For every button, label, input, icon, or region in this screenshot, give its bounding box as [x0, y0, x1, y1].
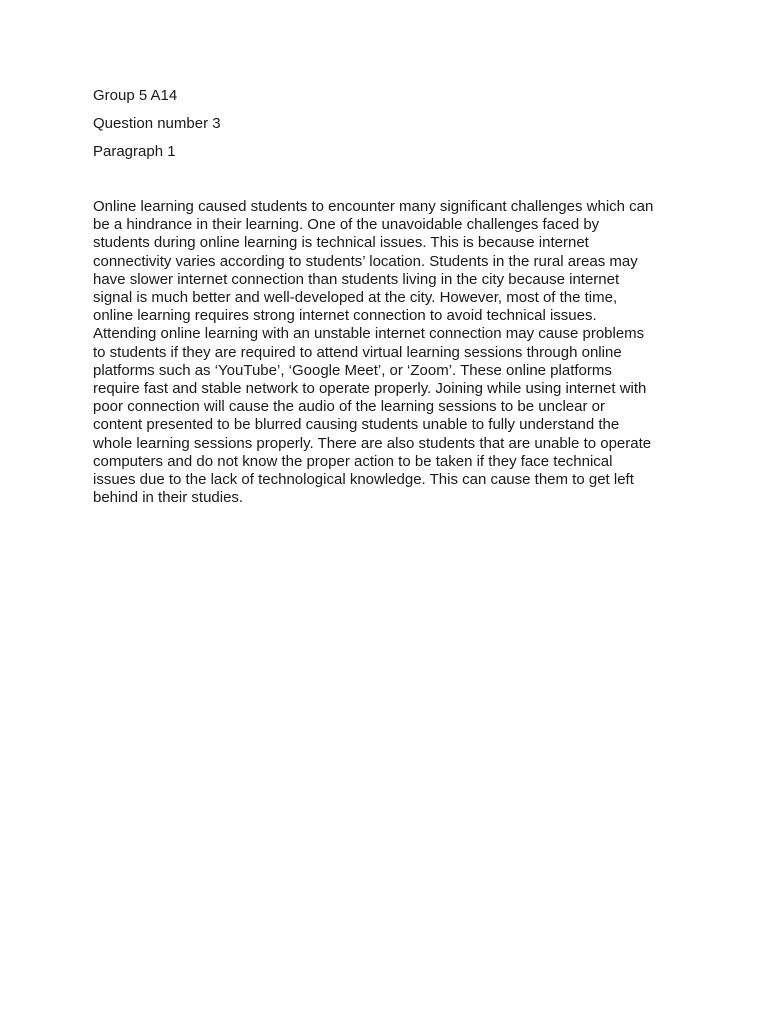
body-line: students during online learning is technical issues. This is because internet — [93, 234, 589, 252]
body-line: whole learning sessions properly. There are also students that are unable to operate — [93, 434, 652, 452]
paragraph-label: Paragraph 1 — [93, 143, 176, 160]
body-line: Attending online learning with an unstable internet connection may cause problems — [93, 325, 645, 343]
body-line: require fast and stable network to operate properly. Joining while using internet with — [93, 380, 647, 398]
body-line: computers and do not know the proper action to be taken if they face technical — [93, 452, 613, 470]
body-line: Online learning caused students to encounter many significant challenges which can — [93, 198, 654, 215]
group-label: Group 5 A14 — [93, 87, 178, 104]
body-line: to students if they are required to attend virtual learning sessions through online — [93, 343, 622, 361]
body-line: issues due to the lack of technological knowledge. This can cause them to get left — [93, 471, 634, 489]
body-line: have slower internet connection than students living in the city because internet — [93, 270, 620, 288]
body-line: be a hindrance in their learning. One of the unavoidable challenges faced by — [93, 216, 600, 234]
body-line: online learning requires strong internet connection to avoid technical issues. — [93, 307, 597, 325]
body-line: connectivity varies according to students’ location. Students in the rural areas may — [93, 252, 638, 270]
body-line: signal is much better and well-developed at the city. However, most of the time, — [93, 289, 618, 307]
body-line: content presented to be blurred causing students unable to fully understand the — [93, 416, 620, 434]
body-paragraph — [93, 198, 693, 507]
body-line: behind in their studies. — [93, 489, 244, 507]
body-line: platforms such as ‘YouTube’, ‘Google Meet’, or ‘Zoom’. These online platforms — [93, 361, 612, 379]
body-line: poor connection will cause the audio of the learning sessions to be unclear or — [93, 398, 605, 416]
question-label: Question number 3 — [93, 115, 221, 132]
